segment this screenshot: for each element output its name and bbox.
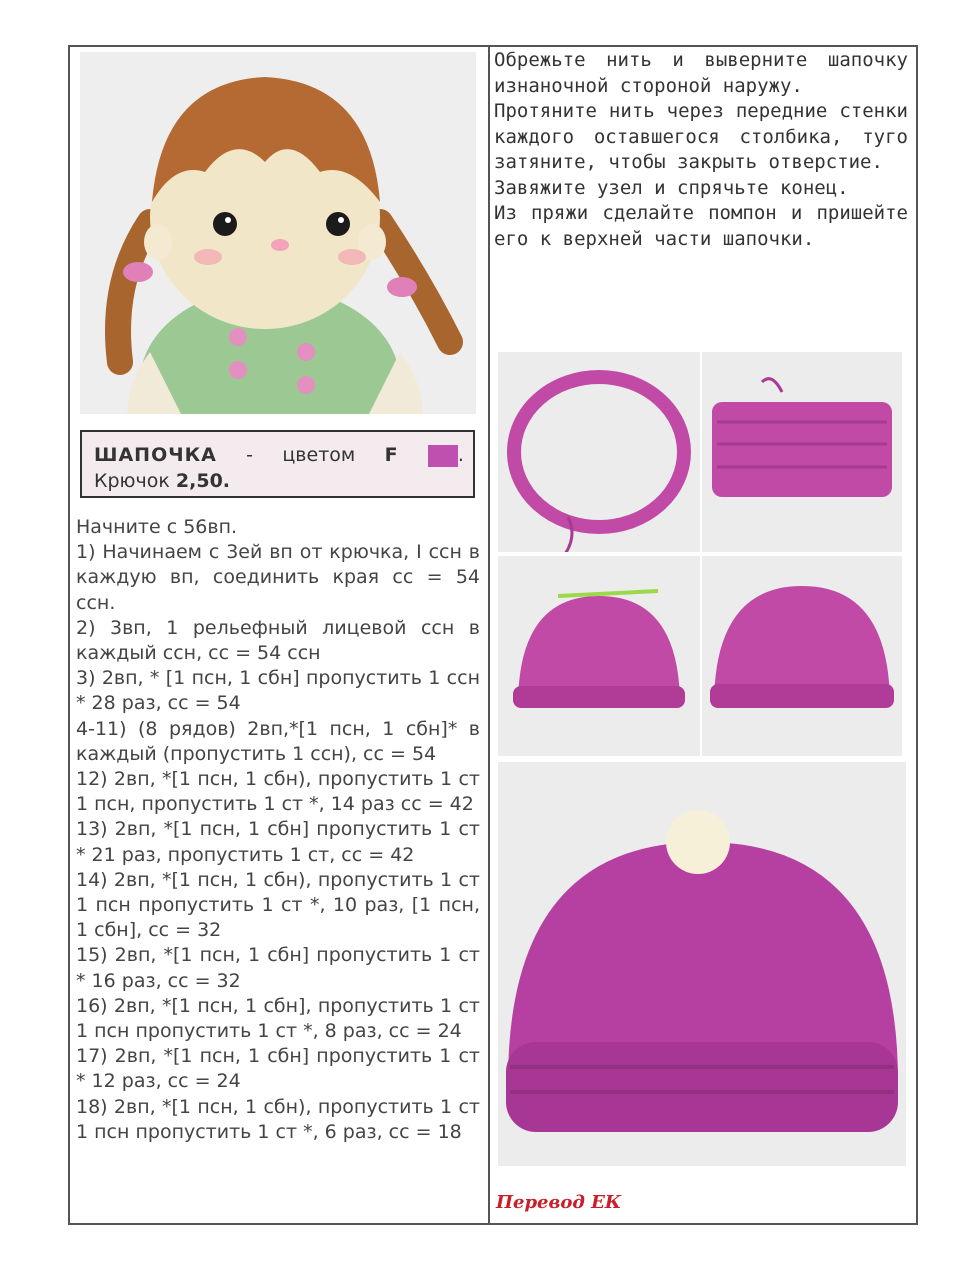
- color-letter: F: [384, 444, 399, 467]
- title-row: ШАПОЧКА - цветом F .: [94, 444, 464, 467]
- color-swatch: [428, 445, 458, 467]
- instruction-line: 3) 2вп, * [1 псн, 1 сбн] пропустить 1 ссн * 28 раз, сс = 54: [76, 667, 480, 715]
- instruction-line: 1) Начинаем с 3ей вп от крючка, I ссн в каждую вп, соединить края сс = 54 ссн.: [76, 541, 480, 614]
- instruction-line: 16) 2вп, *[1 псн, 1 сбн], пропустить 1 ст 1 псн пропустить 1 ст *, 8 раз, сс = 24: [76, 994, 480, 1043]
- instruction-line: 12) 2вп, *[1 псн, 1 сбн), пропустить 1 ст 1 псн, пропустить 1 ст *, 14 раз сс = 42: [76, 768, 480, 816]
- step-photo-ring: [498, 352, 700, 552]
- translation-credit: Перевод ЕК: [496, 1192, 622, 1213]
- step-photo-panel: [702, 352, 902, 552]
- step-photo-hat-needle: [498, 556, 700, 756]
- section-title: ШАПОЧКА: [94, 444, 217, 467]
- finishing-paragraph: Обрежьте нить и выверните шапочку изнаночной стороной наружу.: [494, 49, 908, 97]
- instruction-line: 13) 2вп, *[1 псн, 1 сбн] пропустить 1 ст * 21 раз, пропустить 1 ст, сс = 42: [76, 818, 480, 866]
- hook-size: 2,50.: [175, 470, 231, 492]
- instruction-line: 14) 2вп, *[1 псн, 1 сбн), пропустить 1 ст 1 псн пропустить 1 ст *, 10 раз, [1 псн, 1 сбн], сс = 32: [76, 868, 480, 942]
- column-divider: [488, 45, 490, 1225]
- instruction-line: 15) 2вп, *[1 псн, 1 сбн] пропустить 1 ст * 16 раз, сс = 32: [76, 944, 480, 992]
- finishing-paragraph: Завяжите узел и спрячьте конец.: [494, 176, 849, 199]
- instruction-line: 17) 2вп, *[1 псн, 1 сбн] пропустить 1 ст * 12 раз, сс = 24: [76, 1045, 480, 1093]
- instructions-text: [76, 515, 480, 1145]
- color-label: цветом: [282, 444, 356, 467]
- finishing-paragraph: Протяните нить через передние стенки каждого оставшегося столбика, туго затяните, чтобы закрыть отверстие.: [494, 100, 908, 173]
- instruction-line: 4-11) (8 рядов) 2вп,*[1 псн, 1 сбн]* в каждый (пропустить 1 ссн), сс = 54: [76, 717, 480, 765]
- section-title-box: [80, 430, 475, 498]
- hook-label: Крючок: [94, 470, 170, 492]
- hook-row: [94, 470, 230, 492]
- finishing-paragraph: Из пряжи сделайте помпон и пришейте его к верхней части шапочки.: [494, 202, 908, 250]
- instruction-line: 2) 3вп, 1 рельефный лицевой ссн в каждый ссн, сс = 54 ссн: [76, 616, 480, 665]
- finishing-text: [494, 48, 908, 252]
- doll-photo: [80, 52, 476, 414]
- instruction-line: 18) 2вп, *[1 псн, 1 сбн), пропустить 1 ст 1 псн пропустить 1 ст *, 6 раз, сс = 18: [76, 1095, 480, 1143]
- title-dash: -: [246, 444, 254, 467]
- finished-hat-photo: [498, 762, 906, 1166]
- step-photo-hat-closed: [702, 556, 902, 756]
- instruction-line: Начните с 56вп.: [76, 516, 238, 538]
